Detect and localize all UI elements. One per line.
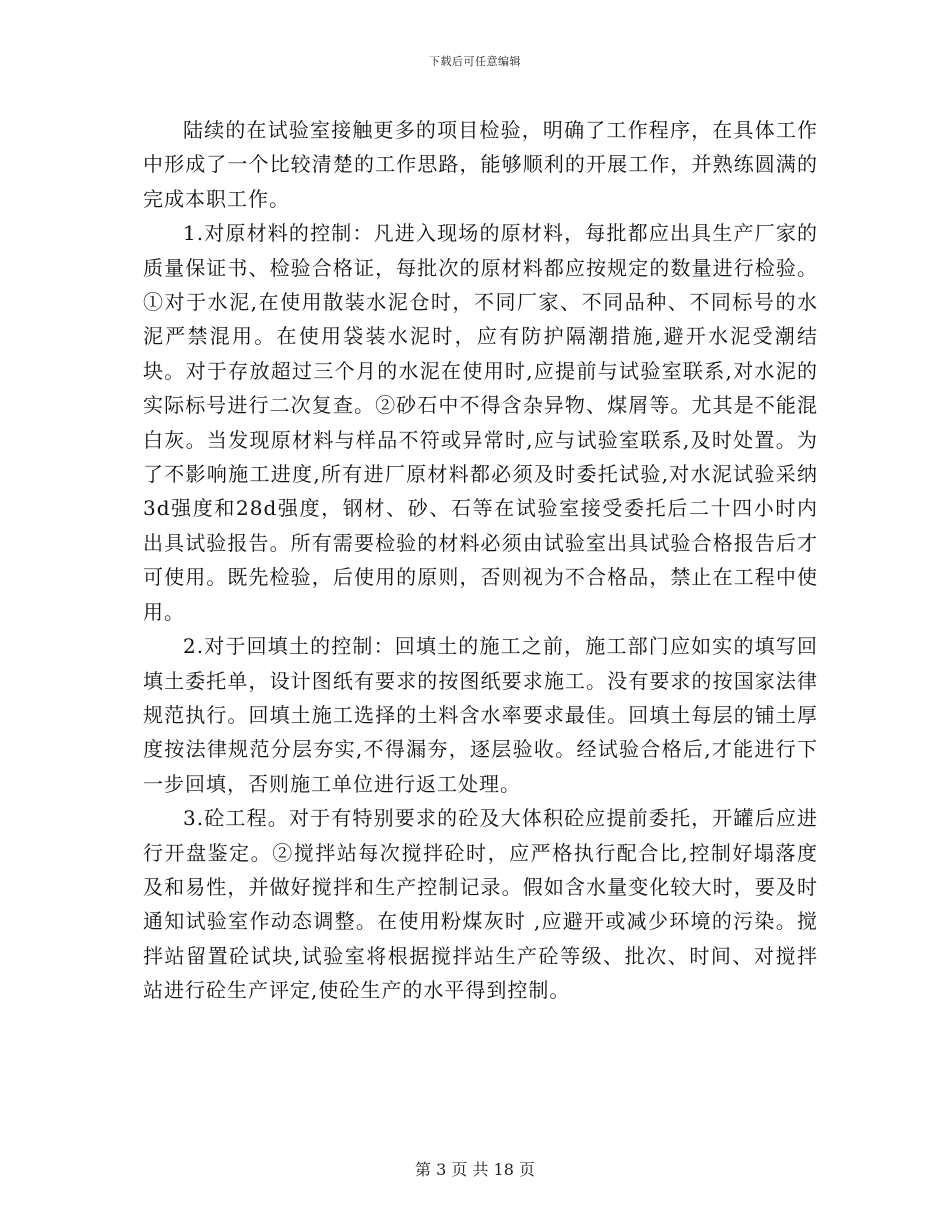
paragraph-intro: 陆续的在试验室接触更多的项目检验，明确了工作程序，在具体工作中形成了一个比较清楚的工作思路，能够顺利的开展工作，并熟练圆满的完成本职工作。 [143,118,818,211]
paragraph-backfill: 2.对于回填土的控制：回填土的施工之前，施工部门应如实的填写回填土委托单，设计图纸有要求的按图纸要求施工。没有要求的按国家法律规范执行。回填土施工选择的土料含水率要求最佳。回填土每层的铺土厚度按法律规范分层夯实,不得漏夯，逐层验收。经试验合格后,才能进行下一步回填，否则施工单位进行返工处理。 [143,634,818,796]
paragraph-concrete: 3.砼工程。对于有特别要求的砼及大体积砼应提前委托，开罐后应进行开盘鉴定。②搅拌站每次搅拌砼时，应严格执行配合比,控制好塌落度及和易性，并做好搅拌和生产控制记录。假如含水量变化较大时，要及时通知试验室作动态调整。在使用粉煤灰时 ,应避开或减少环境的污染。搅拌站留置砼试块,试验室将根据搅拌站生产砼等级、批次、时间、对搅拌站进行砼生产评定,使砼生产的水平得到控制。 [143,806,818,1003]
paragraph-raw-materials: 1.对原材料的控制：凡进入现场的原材料，每批都应出具生产厂家的质量保证书、检验合格证，每批次的原材料都应按规定的数量进行检验。①对于水泥,在使用散装水泥仓时，不同厂家、不同品种、不同标号的水泥严禁混用。在使用袋装水泥时，应有防护隔潮措施,避开水泥受潮结块。对于存放超过三个月的水泥在使用时,应提前与试验室联系,对水泥的实际标号进行二次复查。②砂石中不得含杂异物、煤屑等。尤其是不能混白灰。当发现原材料与样品不符或异常时,应与试验室联系,及时处置。为了不影响施工进度,所有进厂原材料都必须及时委托试验,对水泥试验采纳3d强度和28d强度，钢材、砂、石等在试验室接受委托后二十四小时内出具试验报告。所有需要检验的材料必须由试验室出具试验合格报告后才可使用。既先检验，后使用的原则，否则视为不合格品，禁止在工程中使用。 [143,221,818,624]
page-number-footer: 第 3 页 共 18 页 [415,1160,535,1179]
header-note: 下载后可任意编辑 [429,55,521,68]
document-body [143,113,818,1008]
